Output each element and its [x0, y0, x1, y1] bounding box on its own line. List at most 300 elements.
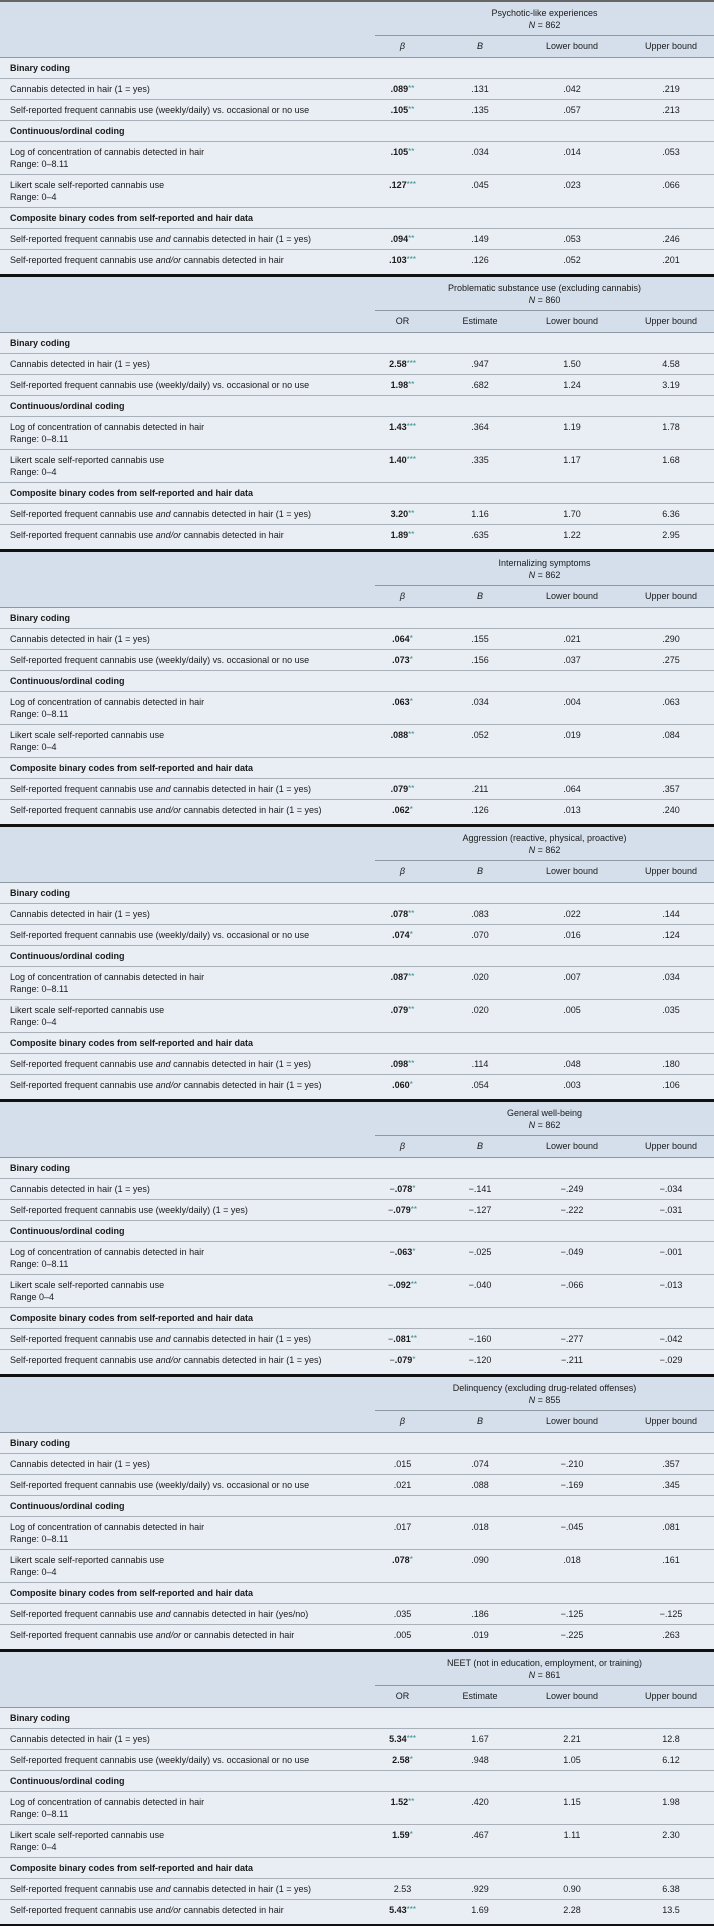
ci-upper-bound: −.029	[659, 1355, 683, 1365]
outcome-block	[0, 549, 714, 824]
range-note: Range: 0–8.11	[10, 984, 69, 994]
estimate-value: .089	[390, 84, 409, 94]
ci-lower-bound: −.125	[560, 1609, 584, 1619]
row-label	[0, 800, 375, 820]
estimate-value: .035	[393, 1609, 412, 1619]
header-spacer	[0, 827, 375, 882]
sample-size	[375, 1119, 714, 1131]
standardized-estimate	[375, 1179, 430, 1199]
ci-upper-bound: .124	[662, 930, 680, 940]
outcome-block	[0, 1649, 714, 1926]
label-text: Cannabis detected in hair (1 = yes)	[10, 909, 150, 919]
table-row	[0, 779, 714, 800]
ci-lower-bound: 1.17	[563, 455, 581, 465]
block-header	[0, 277, 714, 333]
range-note: Range: 0–4	[10, 742, 57, 752]
range-note: Range: 0–8.11	[10, 434, 69, 444]
block-body	[0, 333, 714, 549]
column-header: β	[399, 41, 406, 51]
column-header: Upper bound	[644, 316, 698, 326]
label-text: Self-reported frequent cannabis use	[10, 784, 156, 794]
significance-stars: **	[410, 1280, 418, 1289]
standardized-estimate	[375, 504, 430, 524]
sample-size	[375, 19, 714, 31]
significance-stars: ***	[406, 180, 416, 189]
ci-upper-bound: .240	[662, 805, 680, 815]
significance-stars: **	[408, 530, 415, 539]
significance-stars: **	[408, 84, 415, 93]
table-row	[0, 1625, 714, 1645]
row-label	[0, 1475, 375, 1495]
column-header: B	[476, 41, 483, 51]
standardized-estimate	[375, 1242, 430, 1274]
significance-stars: **	[408, 147, 415, 156]
significance-stars: **	[408, 1797, 415, 1806]
row-label	[0, 1242, 375, 1274]
outcome-title	[375, 1377, 714, 1411]
ci-lower-bound: −.169	[560, 1480, 584, 1490]
label-text: Self-reported frequent cannabis use (weekly/daily) vs. occasional or no use	[10, 655, 310, 665]
standardized-estimate	[375, 1900, 430, 1920]
ci-upper-bound: .053	[662, 147, 680, 157]
outcome-title	[375, 1652, 714, 1686]
unstandardized-estimate: .052	[471, 730, 489, 740]
label-text: Log of concentration of cannabis detected in hair	[10, 1797, 205, 1807]
sample-size	[375, 844, 714, 856]
table-row	[0, 1475, 714, 1496]
section-heading: Binary coding	[0, 58, 714, 79]
column-header: Estimate	[462, 1691, 498, 1701]
label-text: Cannabis detected in hair (1 = yes)	[10, 1734, 150, 1744]
standardized-estimate	[375, 354, 430, 374]
sample-size	[375, 294, 714, 306]
ci-lower-bound: .064	[563, 784, 581, 794]
table-row	[0, 175, 714, 208]
ci-upper-bound: −.125	[659, 1609, 683, 1619]
range-note: Range: 0–8.11	[10, 1534, 69, 1544]
significance-stars: **	[408, 784, 415, 793]
row-label	[0, 175, 375, 207]
standardized-estimate	[375, 79, 430, 99]
estimate-sign: −	[389, 1247, 395, 1257]
label-text: Log of concentration of cannabis detected in hair	[10, 1522, 205, 1532]
outcome-title	[375, 827, 714, 861]
unstandardized-estimate: .020	[471, 1005, 489, 1015]
standardized-estimate	[375, 1729, 430, 1749]
section-heading: Composite binary codes from self-reported and hair data	[0, 1583, 714, 1604]
standardized-estimate	[375, 967, 430, 999]
row-label	[0, 1454, 375, 1474]
row-label	[0, 1200, 375, 1220]
label-text: Log of concentration of cannabis detected in hair	[10, 1247, 205, 1257]
n-value: = 862	[535, 1120, 561, 1130]
ci-upper-bound: −.042	[659, 1334, 683, 1344]
row-label	[0, 504, 375, 524]
ci-lower-bound: 1.50	[563, 359, 581, 369]
significance-stars: ***	[406, 359, 416, 368]
row-label	[0, 967, 375, 999]
label-text: Self-reported frequent cannabis use	[10, 1334, 156, 1344]
ci-lower-bound: .037	[563, 655, 581, 665]
significance-stars: *	[409, 655, 413, 664]
ci-lower-bound: .042	[563, 84, 581, 94]
estimate-value: 1.52	[390, 1797, 409, 1807]
estimate-value: 1.43	[389, 422, 407, 432]
unstandardized-estimate: .364	[471, 422, 489, 432]
column-header: Upper bound	[644, 591, 698, 601]
n-value: = 855	[535, 1395, 561, 1405]
row-label	[0, 692, 375, 724]
estimate-value: .098	[390, 1059, 409, 1069]
table-row	[0, 629, 714, 650]
n-value: = 862	[535, 845, 561, 855]
header-spacer	[0, 552, 375, 607]
row-label	[0, 725, 375, 757]
ci-lower-bound: .022	[563, 909, 581, 919]
label-emphasis: and/or	[155, 1080, 182, 1090]
label-text: Likert scale self-reported cannabis use	[10, 1005, 165, 1015]
outcome-block	[0, 274, 714, 549]
row-label	[0, 229, 375, 249]
block-body	[0, 608, 714, 824]
row-label	[0, 925, 375, 945]
ci-lower-bound: .052	[563, 255, 581, 265]
unstandardized-estimate: .156	[471, 655, 489, 665]
outcome-title	[375, 1102, 714, 1136]
estimate-value: .060	[392, 1080, 410, 1090]
ci-lower-bound: −.049	[560, 1247, 584, 1257]
block-header	[0, 1652, 714, 1708]
label-text: Log of concentration of cannabis detected in hair	[10, 972, 205, 982]
ci-lower-bound: 1.11	[563, 1830, 581, 1840]
column-header: β	[399, 866, 406, 876]
estimate-value: 5.34	[389, 1734, 407, 1744]
section-heading: Continuous/ordinal coding	[0, 1771, 714, 1792]
section-heading: Composite binary codes from self-reported and hair data	[0, 483, 714, 504]
range-note: Range: 0–4	[10, 1017, 57, 1027]
label-text: Likert scale self-reported cannabis use	[10, 180, 165, 190]
ci-upper-bound: .290	[662, 634, 680, 644]
label-text: Log of concentration of cannabis detected in hair	[10, 147, 205, 157]
standardized-estimate	[375, 904, 430, 924]
ci-lower-bound: −.249	[560, 1184, 584, 1194]
table-row	[0, 1000, 714, 1033]
row-label	[0, 417, 375, 449]
label-text: Self-reported frequent cannabis use (weekly/daily) vs. occasional or no use	[10, 1755, 310, 1765]
table-row	[0, 229, 714, 250]
table-row	[0, 1729, 714, 1750]
standardized-estimate	[375, 1329, 430, 1349]
section-heading: Continuous/ordinal coding	[0, 946, 714, 967]
standardized-estimate	[375, 1054, 430, 1074]
standardized-estimate	[375, 1550, 430, 1582]
unstandardized-estimate: .090	[471, 1555, 489, 1565]
estimate-value: 2.58	[389, 359, 407, 369]
table-row	[0, 142, 714, 175]
outcome-name: NEET (not in education, employment, or training)	[447, 1658, 642, 1668]
label-text: Cannabis detected in hair (1 = yes)	[10, 1459, 150, 1469]
unstandardized-estimate: −.160	[468, 1334, 492, 1344]
standardized-estimate	[375, 375, 430, 395]
unstandardized-estimate: −.141	[468, 1184, 492, 1194]
standardized-estimate	[375, 142, 430, 174]
significance-stars: *	[409, 1830, 413, 1839]
significance-stars: ***	[406, 1734, 416, 1743]
n-symbol: N	[528, 1120, 536, 1130]
unstandardized-estimate: −.127	[468, 1205, 492, 1215]
n-value: = 860	[535, 295, 561, 305]
column-header: Upper bound	[644, 41, 698, 51]
column-header: Estimate	[462, 316, 498, 326]
ci-upper-bound: .246	[662, 234, 680, 244]
unstandardized-estimate: .019	[471, 1630, 489, 1640]
label-emphasis: and	[155, 1884, 171, 1894]
unstandardized-estimate: .682	[471, 380, 489, 390]
estimate-sign: −	[389, 1355, 395, 1365]
header-spacer	[0, 1377, 375, 1432]
table-row	[0, 725, 714, 758]
n-value: = 861	[535, 1670, 561, 1680]
estimate-value: .079	[390, 784, 409, 794]
table-row	[0, 1792, 714, 1825]
estimate-value: .079	[393, 1205, 411, 1215]
estimate-value: 1.89	[390, 530, 409, 540]
unstandardized-estimate: .135	[471, 105, 489, 115]
unstandardized-estimate: −.025	[468, 1247, 492, 1257]
standardized-estimate	[375, 175, 430, 207]
table-row	[0, 1604, 714, 1625]
block-body	[0, 883, 714, 1099]
range-note: Range: 0–4	[10, 1842, 57, 1852]
ci-upper-bound: −.001	[659, 1247, 683, 1257]
significance-stars: ***	[406, 422, 416, 431]
label-text-end: cannabis detected in hair (1 = yes)	[170, 1059, 311, 1069]
n-symbol: N	[528, 570, 536, 580]
label-text-end: cannabis detected in hair	[181, 1905, 284, 1915]
significance-stars: *	[409, 1080, 413, 1089]
standardized-estimate	[375, 450, 430, 482]
unstandardized-estimate: .635	[471, 530, 489, 540]
block-body	[0, 1433, 714, 1649]
label-text-end: or cannabis detected in hair	[181, 1630, 295, 1640]
label-emphasis: and/or	[155, 805, 182, 815]
unstandardized-estimate: .155	[471, 634, 489, 644]
unstandardized-estimate: .034	[471, 697, 489, 707]
block-body	[0, 58, 714, 274]
unstandardized-estimate: −.040	[468, 1280, 492, 1290]
label-text-end: cannabis detected in hair	[181, 255, 284, 265]
ci-upper-bound: −.034	[659, 1184, 683, 1194]
unstandardized-estimate: .018	[471, 1522, 489, 1532]
standardized-estimate	[375, 100, 430, 120]
significance-stars: **	[410, 1205, 418, 1214]
row-label	[0, 142, 375, 174]
standardized-estimate	[375, 925, 430, 945]
section-heading: Composite binary codes from self-reported and hair data	[0, 1033, 714, 1054]
ci-lower-bound: −.066	[560, 1280, 584, 1290]
ci-upper-bound: .063	[662, 697, 680, 707]
standardized-estimate	[375, 1000, 430, 1032]
significance-stars: *	[412, 1247, 416, 1256]
ci-upper-bound: .201	[662, 255, 680, 265]
unstandardized-estimate: .947	[471, 359, 489, 369]
standardized-estimate	[375, 1750, 430, 1770]
column-header: B	[476, 866, 483, 876]
estimate-value: .103	[389, 255, 407, 265]
outcome-title	[375, 277, 714, 311]
standardized-estimate	[375, 692, 430, 724]
table-row	[0, 100, 714, 121]
significance-stars: *	[409, 805, 413, 814]
ci-lower-bound: −.045	[560, 1522, 584, 1532]
section-heading: Binary coding	[0, 1433, 714, 1454]
label-emphasis: and/or	[155, 255, 182, 265]
significance-stars: **	[408, 380, 415, 389]
column-header: Lower bound	[545, 316, 599, 326]
label-text-end: cannabis detected in hair (1 = yes)	[170, 1334, 311, 1344]
column-header: Lower bound	[545, 1141, 599, 1151]
label-text: Self-reported frequent cannabis use	[10, 234, 156, 244]
ci-upper-bound: 6.38	[662, 1884, 680, 1894]
significance-stars: *	[409, 1555, 413, 1564]
row-label	[0, 375, 375, 395]
significance-stars: ***	[406, 255, 416, 264]
estimate-value: .062	[392, 805, 410, 815]
n-value: = 862	[535, 20, 561, 30]
label-emphasis: and	[155, 1334, 171, 1344]
row-label	[0, 779, 375, 799]
ci-lower-bound: .014	[563, 147, 581, 157]
unstandardized-estimate: 1.16	[471, 509, 489, 519]
ci-lower-bound: 1.19	[563, 422, 581, 432]
row-label	[0, 354, 375, 374]
range-note: Range: 0–8.11	[10, 159, 69, 169]
estimate-value: .079	[394, 1355, 413, 1365]
table-row	[0, 1550, 714, 1583]
n-symbol: N	[528, 1670, 536, 1680]
ci-lower-bound: .003	[563, 1080, 581, 1090]
table-row	[0, 1879, 714, 1900]
n-symbol: N	[528, 295, 536, 305]
estimate-value: .092	[393, 1280, 411, 1290]
standardized-estimate	[375, 1604, 430, 1624]
ci-lower-bound: 2.21	[563, 1734, 581, 1744]
header-spacer	[0, 1652, 375, 1707]
unstandardized-estimate: .054	[471, 1080, 489, 1090]
row-label	[0, 904, 375, 924]
unstandardized-estimate: .083	[471, 909, 489, 919]
row-label	[0, 1825, 375, 1857]
outcome-title	[375, 552, 714, 586]
table-row	[0, 967, 714, 1000]
significance-stars: **	[408, 972, 415, 981]
row-label	[0, 650, 375, 670]
section-heading: Composite binary codes from self-reported and hair data	[0, 1858, 714, 1879]
unstandardized-estimate: .335	[471, 455, 489, 465]
label-emphasis: and	[155, 509, 171, 519]
outcome-block	[0, 1099, 714, 1374]
label-text: Cannabis detected in hair (1 = yes)	[10, 84, 150, 94]
ci-upper-bound: .275	[662, 655, 680, 665]
table-row	[0, 1350, 714, 1370]
ci-lower-bound: 1.24	[563, 380, 581, 390]
column-header: β	[399, 1141, 406, 1151]
significance-stars: **	[408, 234, 415, 243]
row-label	[0, 1350, 375, 1370]
label-text: Self-reported frequent cannabis use	[10, 530, 156, 540]
ci-upper-bound: .106	[662, 1080, 680, 1090]
estimate-value: .078	[394, 1184, 413, 1194]
section-heading: Binary coding	[0, 1158, 714, 1179]
label-text-end: cannabis detected in hair (1 = yes)	[170, 509, 311, 519]
standardized-estimate	[375, 1454, 430, 1474]
block-header	[0, 1377, 714, 1433]
ci-upper-bound: .084	[662, 730, 680, 740]
estimate-sign: −	[387, 1334, 394, 1344]
section-heading: Continuous/ordinal coding	[0, 1221, 714, 1242]
label-text: Log of concentration of cannabis detected in hair	[10, 697, 205, 707]
row-label	[0, 1075, 375, 1095]
ci-lower-bound: 2.28	[563, 1905, 581, 1915]
ci-lower-bound: .023	[563, 180, 581, 190]
unstandardized-estimate: .186	[471, 1609, 489, 1619]
standardized-estimate	[375, 417, 430, 449]
ci-lower-bound: 0.90	[563, 1884, 581, 1894]
estimate-value: .105	[390, 105, 409, 115]
unstandardized-estimate: .126	[471, 255, 489, 265]
estimate-sign: −	[389, 1184, 395, 1194]
row-label	[0, 629, 375, 649]
label-emphasis: and/or	[155, 530, 182, 540]
row-label	[0, 525, 375, 545]
label-text-end: cannabis detected in hair (1 = yes)	[181, 1355, 322, 1365]
ci-upper-bound: .180	[662, 1059, 680, 1069]
column-header: β	[399, 591, 406, 601]
ci-upper-bound: .345	[662, 1480, 680, 1490]
unstandardized-estimate: .211	[471, 784, 489, 794]
row-label	[0, 450, 375, 482]
ci-lower-bound: −.277	[560, 1334, 584, 1344]
label-text: Self-reported frequent cannabis use (weekly/daily) vs. occasional or no use	[10, 105, 310, 115]
ci-upper-bound: 12.8	[662, 1734, 680, 1744]
column-header: β	[399, 1416, 406, 1426]
estimate-value: 1.40	[389, 455, 407, 465]
label-text: Cannabis detected in hair (1 = yes)	[10, 1184, 150, 1194]
ci-lower-bound: −.225	[560, 1630, 584, 1640]
table-row	[0, 692, 714, 725]
section-heading: Binary coding	[0, 883, 714, 904]
significance-stars: **	[408, 909, 415, 918]
label-text: Self-reported frequent cannabis use	[10, 1630, 156, 1640]
standardized-estimate	[375, 800, 430, 820]
ci-upper-bound: 13.5	[662, 1905, 680, 1915]
unstandardized-estimate: −.120	[468, 1355, 492, 1365]
label-text-end: cannabis detected in hair	[181, 530, 284, 540]
unstandardized-estimate: .420	[471, 1797, 489, 1807]
estimate-sign: −	[387, 1280, 394, 1290]
column-header: Lower bound	[545, 41, 599, 51]
unstandardized-estimate: .131	[471, 84, 489, 94]
table-row	[0, 1825, 714, 1858]
significance-stars: ***	[406, 455, 416, 464]
standardized-estimate	[375, 229, 430, 249]
label-text-end: cannabis detected in hair (1 = yes)	[170, 1884, 311, 1894]
standardized-estimate	[375, 250, 430, 270]
unstandardized-estimate: .114	[471, 1059, 489, 1069]
significance-stars: **	[408, 730, 415, 739]
standardized-estimate	[375, 1517, 430, 1549]
outcome-name: Psychotic-like experiences	[491, 8, 598, 18]
